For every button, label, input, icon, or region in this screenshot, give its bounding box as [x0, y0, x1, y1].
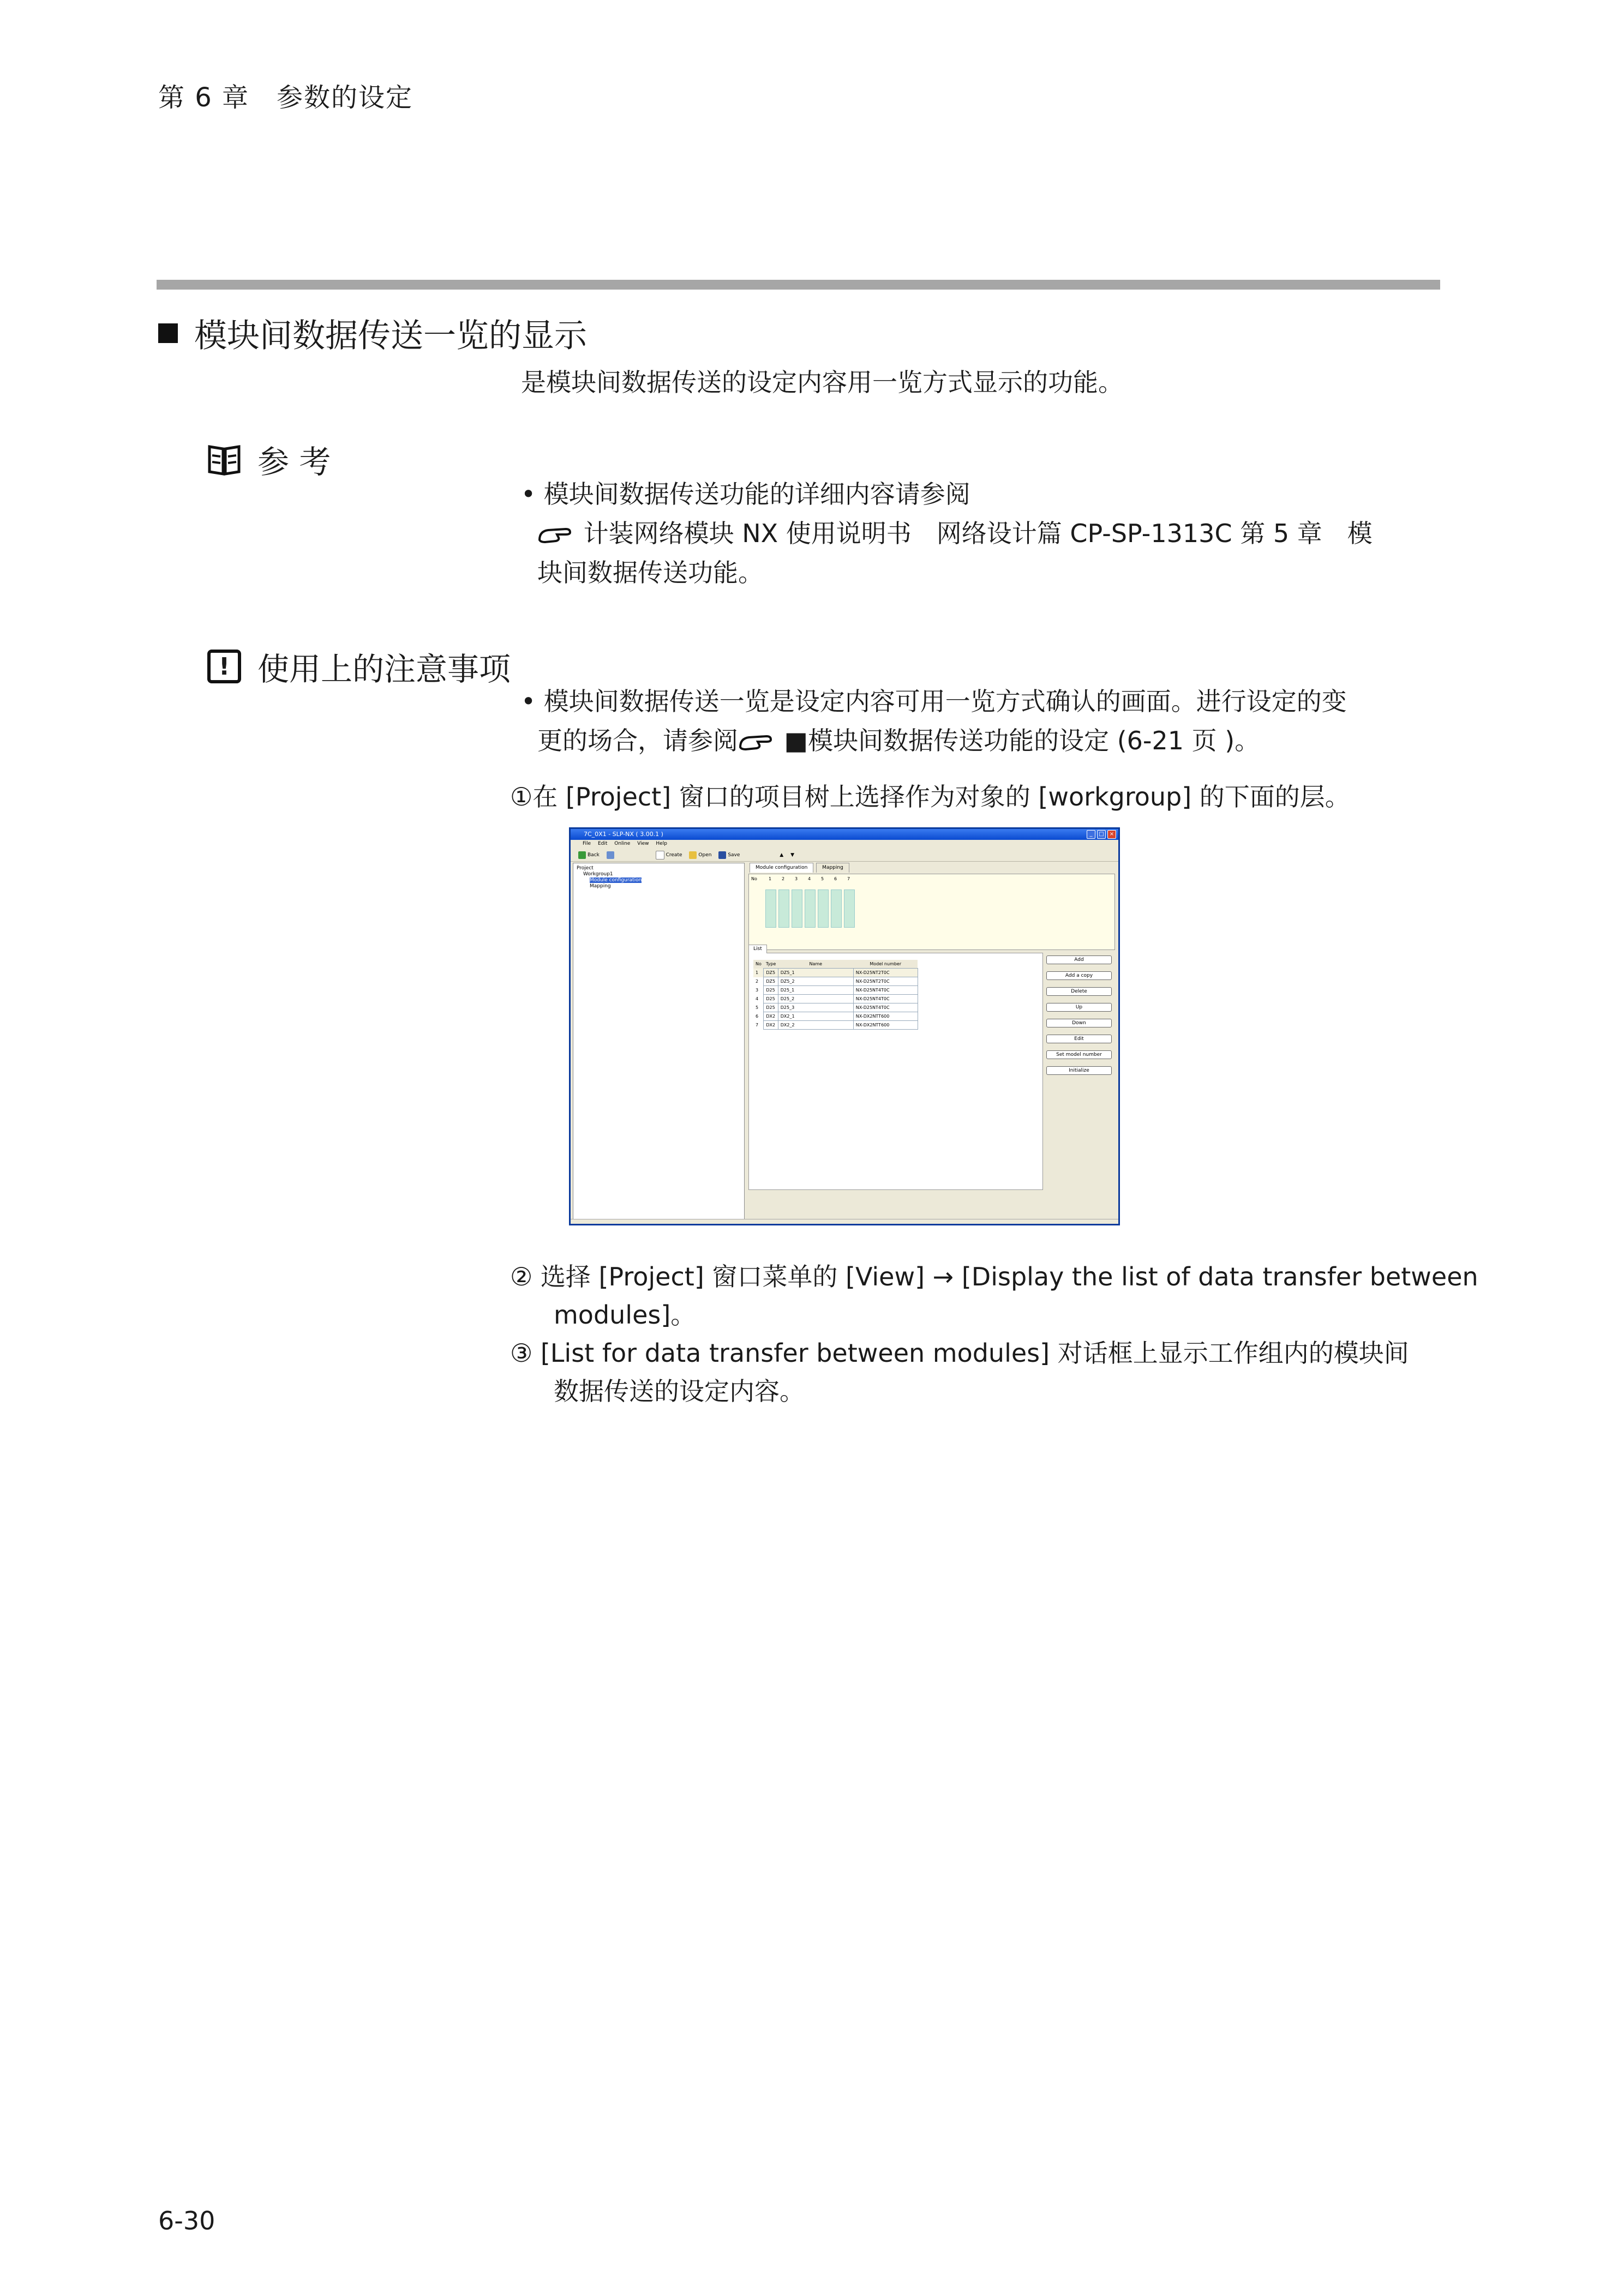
module-slot[interactable] — [778, 889, 789, 928]
create-button[interactable]: Create — [656, 849, 682, 862]
section-title: 模块间数据传送一览的显示 — [194, 317, 587, 355]
tab-strip — [750, 863, 850, 873]
close-icon[interactable]: × — [1107, 830, 1116, 839]
status-bar — [571, 1219, 1118, 1224]
pointing-hand-icon — [738, 724, 776, 746]
menu-file[interactable]: File — [583, 841, 591, 846]
section-divider — [157, 280, 1440, 290]
step-3-line1: ③ [List for data transfer between modules] 对话框上显示工作组内的模块间 — [510, 1338, 1409, 1368]
tree-mapping[interactable]: Mapping — [590, 883, 611, 889]
table-row[interactable]: 3 D25 D25_1 NX-D25NT4T0C — [753, 986, 918, 995]
table-row[interactable]: 2 DZ5 DZ5_2 NX-D25NT2T0C — [753, 977, 918, 986]
toolbar — [571, 849, 1118, 862]
tool-icon — [607, 851, 614, 859]
project-tree — [573, 863, 745, 1223]
step-1: ①在 [Project] 窗口的项目树上选择作为对象的 [workgroup] 的下面的层。 — [510, 782, 1350, 812]
config-header-no: No — [751, 876, 757, 881]
up-button[interactable]: Up — [1046, 1003, 1112, 1012]
add-button[interactable]: Add — [1046, 955, 1112, 964]
tab-list[interactable]: List — [748, 945, 767, 953]
exclamation-icon: ! — [207, 650, 241, 683]
step-3-line2: 数据传送的设定内容。 — [554, 1377, 805, 1406]
module-table: No Type Name Model number 1 DZ5 DZ5_1 NX-D25NT2T0C 2 DZ5 DZ5_2 NX-D25NT2T0C 3 D25 D25_1 NX-D25NT4T0C 4 D25 D25_2 NX-D25NT4T0C 5 D25 D25_3 NX-D25NT4T0C 6 DX2 DX2_1 NX-DX2NTT600 7 DX2 DX2_2 NX-DX2NTT600 — [753, 960, 918, 1030]
module-slot[interactable] — [818, 889, 829, 928]
module-slot[interactable] — [765, 889, 776, 928]
table-row[interactable]: 4 D25 D25_2 NX-D25NT4T0C — [753, 995, 918, 1003]
minimize-icon[interactable]: _ — [1087, 830, 1095, 839]
caution-title: 使用上的注意事项 — [257, 651, 511, 688]
edit-button[interactable]: Edit — [1046, 1035, 1112, 1043]
step-2-line2: modules]。 — [554, 1300, 696, 1330]
chapter-header: 第 6 章 参数的设定 — [158, 82, 414, 113]
menu-bar — [571, 840, 1118, 848]
tab-mapping[interactable]: Mapping — [816, 863, 849, 873]
square-bullet-icon — [158, 323, 178, 343]
caution-heading — [207, 644, 511, 689]
tree-workgroup[interactable]: Workgroup1 — [583, 871, 613, 877]
open-button[interactable]: Open — [689, 849, 711, 862]
initialize-button[interactable]: Initialize — [1046, 1066, 1112, 1075]
maximize-icon[interactable]: □ — [1097, 830, 1106, 839]
software-screenshot — [569, 827, 1120, 1225]
table-row[interactable]: 5 D25 D25_3 NX-D25NT4T0C — [753, 1003, 918, 1012]
menu-view[interactable]: View — [637, 841, 649, 846]
page-number: 6-30 — [158, 2206, 215, 2235]
section-intro: 是模块间数据传送的设定内容用一览方式显示的功能。 — [521, 368, 1123, 397]
reference-title: 参 考 — [257, 443, 331, 480]
section-heading — [158, 310, 587, 357]
reference-heading — [207, 436, 331, 482]
book-icon — [207, 442, 241, 476]
table-row[interactable]: 1 DZ5 DZ5_1 NX-D25NT2T0C — [753, 969, 918, 977]
tree-module-configuration[interactable]: Module configuration — [590, 877, 642, 883]
table-row[interactable]: 7 DX2 DX2_2 NX-DX2NTT600 — [753, 1021, 918, 1030]
open-folder-icon — [689, 851, 697, 859]
window-title: 7C_0X1 - SLP-NX ( 3.00.1 ) — [571, 829, 1118, 840]
arrow-down-button[interactable]: ▼ — [790, 852, 794, 858]
reference-link-line: 计装网络模块 NX 使用说明书 网络设计篇 CP-SP-1313C 第 5 章 模 — [537, 514, 1373, 553]
reference-link-line2: 块间数据传送功能。 — [537, 558, 763, 587]
set-model-number-button[interactable]: Set model number — [1046, 1050, 1112, 1059]
module-slot[interactable] — [805, 889, 816, 928]
module-slot[interactable] — [831, 889, 842, 928]
action-buttons — [1046, 955, 1112, 1082]
tab-module-configuration[interactable]: Module configuration — [750, 863, 813, 873]
module-slot[interactable] — [792, 889, 802, 928]
menu-online[interactable]: Online — [614, 841, 631, 846]
pointing-hand-icon — [537, 517, 576, 539]
tree-project[interactable]: Project — [577, 865, 594, 871]
save-button[interactable]: Save — [718, 849, 740, 862]
table-row[interactable]: 6 DX2 DX2_1 NX-DX2NTT600 — [753, 1012, 918, 1021]
back-button[interactable]: Back — [578, 849, 600, 862]
tool-button[interactable] — [607, 849, 616, 862]
add-copy-button[interactable]: Add a copy — [1046, 971, 1112, 980]
caution-line1: • 模块间数据传送一览是设定内容可用一览方式确认的画面。进行设定的变 — [521, 687, 1347, 716]
menu-edit[interactable]: Edit — [597, 841, 608, 846]
caution-line2: 更的场合，请参阅 ■模块间数据传送功能的设定 (6-21 页 )。 — [537, 721, 1260, 760]
step-2-line1: ② 选择 [Project] 窗口菜单的 [View] → [Display the list of data transfer between — [510, 1262, 1478, 1291]
arrow-up-button[interactable]: ▲ — [780, 852, 784, 858]
work-pane — [746, 863, 1117, 1223]
down-button[interactable]: Down — [1046, 1019, 1112, 1027]
menu-help[interactable]: Help — [656, 841, 667, 846]
delete-button[interactable]: Delete — [1046, 987, 1112, 996]
module-list-panel — [748, 946, 1043, 1190]
reference-bullet: • 模块间数据传送功能的详细内容请参阅 — [521, 479, 970, 509]
create-icon — [656, 851, 664, 860]
module-slot[interactable] — [844, 889, 855, 928]
save-icon — [718, 851, 726, 859]
back-icon — [578, 851, 586, 859]
module-configuration-area: No 1 2 3 4 5 6 7 — [748, 874, 1115, 950]
